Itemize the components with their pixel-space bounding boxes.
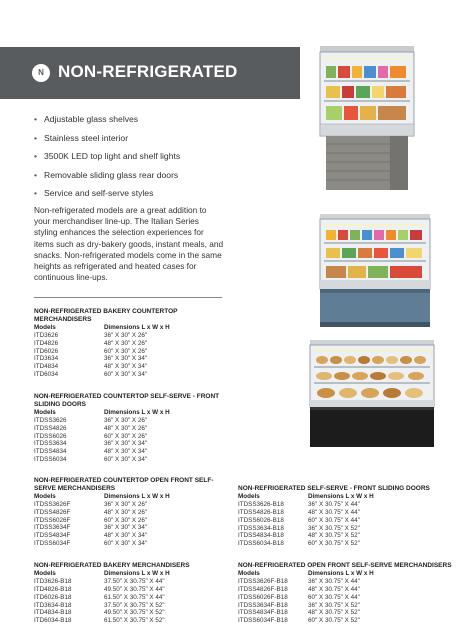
model-cell: ITDSS4834F-B18 <box>238 609 288 617</box>
table-row <box>238 594 468 602</box>
product-photo-wood-base-case <box>312 44 422 194</box>
table-row <box>34 425 234 433</box>
model-cell: ITDSS3634F-B18 <box>238 601 288 609</box>
column-header-dimensions: Dimensions L x W x H <box>104 569 170 577</box>
spec-table-bakery-merchandisers <box>34 562 234 625</box>
dimensions-cell: 36" X 30" X 26" <box>104 331 148 339</box>
table-row <box>238 602 468 610</box>
column-header-dimensions: Dimensions L x W x H <box>308 492 374 500</box>
feature-list <box>34 114 180 207</box>
model-cell: ITD4826 <box>34 339 59 347</box>
feature-item: • Adjustable glass shelves <box>34 114 180 133</box>
description-paragraph: Non-refrigerated models are a great addition to your merchandiser line-up. The Italian Series styling enhances the selection experiences for items such as dry-bakery goods, instant meals, and snacks. Non-refrigerated models come in the same heights as refrigerated and heated cases for continuous line-ups. <box>34 205 224 283</box>
model-cell: ITDSS6034 <box>34 456 67 464</box>
dimensions-cell: 36" X 30" X 26" <box>104 500 148 508</box>
column-header-models: Models <box>34 492 56 500</box>
model-cell: ITDSS4834 <box>34 448 67 456</box>
column-header-dimensions: Dimensions L x W x H <box>104 492 170 500</box>
table-title: NON-REFRIGERATED BAKERY MERCHANDISERS <box>34 562 190 569</box>
dimensions-cell: 48" X 30" X 26" <box>104 339 148 347</box>
dimensions-cell: 61.50" X 30.75" X 52" <box>104 617 165 625</box>
dimensions-cell: 48" X 30.75" X 52" <box>308 532 360 540</box>
dimensions-cell: 48" X 30" X 34" <box>104 363 148 371</box>
product-photo-black-base-case <box>306 338 438 450</box>
model-cell: ITDSS3634-B18 <box>238 524 284 532</box>
table-row <box>238 509 458 517</box>
dimensions-cell: 48" X 30.75" X 44" <box>308 508 360 516</box>
dimensions-cell: 60" X 30" X 34" <box>104 371 148 379</box>
model-cell: ITD6034 <box>34 371 59 379</box>
model-cell: ITDSS6026 <box>34 432 67 440</box>
model-cell: ITD3634 <box>34 355 59 363</box>
dimensions-cell: 60" X 30" X 34" <box>104 540 148 548</box>
dimensions-cell: 60" X 30" X 26" <box>104 516 148 524</box>
model-cell: ITDSS4826F <box>34 508 71 516</box>
dimensions-cell: 36" X 30" X 34" <box>104 440 148 448</box>
model-cell: ITDSS3634F <box>34 524 71 532</box>
table-row <box>34 540 234 548</box>
table-row <box>238 578 468 586</box>
dimensions-cell: 48" X 30" X 26" <box>104 508 148 516</box>
table-title: NON-REFRIGERATED COUNTERTOP SELF-SERVE - FRONT SLIDING DOORS <box>34 393 220 408</box>
table-row <box>238 532 458 540</box>
column-header-models: Models <box>238 492 260 500</box>
dimensions-cell: 36" X 30.75" X 44" <box>308 577 360 585</box>
dimensions-cell: 36" X 30" X 26" <box>104 416 148 424</box>
model-cell: ITD3626 <box>34 331 59 339</box>
dimensions-cell: 60" X 30.75" X 44" <box>308 516 360 524</box>
model-cell: ITD4826-B18 <box>34 585 72 593</box>
model-cell: ITDSS4826-B18 <box>238 508 284 516</box>
column-header-dimensions: Dimensions L x W x H <box>308 569 374 577</box>
model-cell: ITDSS6034F-B18 <box>238 617 288 625</box>
model-cell: ITD3634-B18 <box>34 601 72 609</box>
model-cell: ITDSS3626F <box>34 500 71 508</box>
dimensions-cell: 48" X 30" X 34" <box>104 448 148 456</box>
model-cell: ITD6034-B18 <box>34 617 72 625</box>
dimensions-cell: 49.50" X 30.75" X 44" <box>104 585 165 593</box>
model-cell: ITD6026-B18 <box>34 593 72 601</box>
table-row <box>34 602 234 610</box>
model-cell: ITDSS6026-B18 <box>238 516 284 524</box>
column-header-models: Models <box>238 569 260 577</box>
dimensions-cell: 61.50" X 30.75" X 44" <box>104 593 165 601</box>
spec-table-countertop-open-front <box>34 477 234 548</box>
table-row <box>34 578 234 586</box>
spec-table-self-serve-sliding-doors <box>238 485 458 548</box>
table-row <box>238 540 458 548</box>
dimensions-cell: 36" X 30" X 34" <box>104 355 148 363</box>
table-row <box>34 524 234 532</box>
model-cell: ITDSS6034F <box>34 540 71 548</box>
divider <box>34 297 222 298</box>
section-badge: N <box>32 64 50 82</box>
table-header <box>34 324 234 332</box>
dimensions-cell: 48" X 30.75" X 52" <box>308 609 360 617</box>
dimensions-cell: 48" X 30" X 34" <box>104 532 148 540</box>
model-cell: ITDSS6026F <box>34 516 71 524</box>
dimensions-cell: 36" X 30.75" X 44" <box>308 500 360 508</box>
feature-item: • Removable sliding glass rear doors <box>34 170 180 189</box>
table-row <box>238 517 458 525</box>
section-title: NON-REFRIGERATED <box>58 62 238 81</box>
table-row <box>34 617 234 625</box>
table-row <box>34 433 234 441</box>
spec-table-bakery-countertop <box>34 308 234 379</box>
model-cell: ITDSS3626-B18 <box>238 500 284 508</box>
dimensions-cell: 60" X 30.75" X 52" <box>308 617 360 625</box>
column-header-dimensions: Dimensions L x W x H <box>104 408 170 416</box>
table-row <box>34 440 234 448</box>
table-header <box>34 570 234 578</box>
table-row <box>34 332 234 340</box>
table-row <box>34 340 234 348</box>
feature-item: • Service and self-serve styles <box>34 188 180 207</box>
dimensions-cell: 48" X 30" X 26" <box>104 424 148 432</box>
table-row <box>238 501 458 509</box>
dimensions-cell: 37.50" X 30.75" X 44" <box>104 577 165 585</box>
table-row <box>238 525 458 533</box>
table-title: NON-REFRIGERATED COUNTERTOP OPEN FRONT SELF-SERVE MERCHANDISERS <box>34 477 214 492</box>
dimensions-cell: 60" X 30.75" X 52" <box>308 540 360 548</box>
table-row <box>34 517 234 525</box>
dimensions-cell: 36" X 30.75" X 52" <box>308 601 360 609</box>
table-row <box>34 417 234 425</box>
dimensions-cell: 36" X 30.75" X 52" <box>308 524 360 532</box>
product-photo-blue-base-case <box>316 212 434 332</box>
table-title: NON-REFRIGERATED BAKERY COUNTERTOP MERCHANDISERS <box>34 308 178 323</box>
table-row <box>34 586 234 594</box>
table-row <box>34 594 234 602</box>
model-cell: ITDSS6026F-B18 <box>238 593 288 601</box>
model-cell: ITD3626-B18 <box>34 577 72 585</box>
table-row <box>34 363 234 371</box>
table-row <box>34 509 234 517</box>
dimensions-cell: 60" X 30" X 26" <box>104 347 148 355</box>
feature-item: • 3500K LED top light and shelf lights <box>34 151 180 170</box>
model-cell: ITDSS3634 <box>34 440 67 448</box>
model-cell: ITDSS3626 <box>34 416 67 424</box>
feature-item: • Stainless steel interior <box>34 133 180 152</box>
spec-table-open-front-self-serve <box>238 562 468 625</box>
dimensions-cell: 49.50" X 30.75" X 52" <box>104 609 165 617</box>
model-cell: ITDSS4826F-B18 <box>238 585 288 593</box>
column-header-models: Models <box>34 323 56 331</box>
dimensions-cell: 37.50" X 30.75" X 52" <box>104 601 165 609</box>
table-row <box>34 501 234 509</box>
model-cell: ITDSS6034-B18 <box>238 540 284 548</box>
table-row <box>34 456 234 464</box>
table-row <box>34 348 234 356</box>
model-cell: ITDSS4826 <box>34 424 67 432</box>
dimensions-cell: 36" X 30" X 34" <box>104 524 148 532</box>
model-cell: ITDSS4834-B18 <box>238 532 284 540</box>
table-row <box>238 609 468 617</box>
table-header <box>34 493 234 501</box>
table-row <box>34 371 234 379</box>
dimensions-cell: 60" X 30.75" X 44" <box>308 593 360 601</box>
dimensions-cell: 60" X 30" X 34" <box>104 456 148 464</box>
table-row <box>34 355 234 363</box>
model-cell: ITD4834-B18 <box>34 609 72 617</box>
spec-table-countertop-self-serve <box>34 393 234 464</box>
table-title: NON-REFRIGERATED SELF-SERVE - FRONT SLIDING DOORS <box>238 485 430 492</box>
table-row <box>34 609 234 617</box>
dimensions-cell: 48" X 30.75" X 44" <box>308 585 360 593</box>
model-cell: ITDSS3626F-B18 <box>238 577 288 585</box>
table-row <box>34 448 234 456</box>
table-row <box>238 586 468 594</box>
model-cell: ITD4834 <box>34 363 59 371</box>
column-header-dimensions: Dimensions L x W x H <box>104 323 170 331</box>
table-header <box>34 409 234 417</box>
column-header-models: Models <box>34 569 56 577</box>
model-cell: ITD6026 <box>34 347 59 355</box>
column-header-models: Models <box>34 408 56 416</box>
table-header <box>238 570 468 578</box>
dimensions-cell: 60" X 30" X 26" <box>104 432 148 440</box>
table-title: NON-REFRIGERATED OPEN FRONT SELF-SERVE MERCHANDISERS <box>238 562 452 569</box>
model-cell: ITDSS4834F <box>34 532 71 540</box>
table-row <box>238 617 468 625</box>
table-row <box>34 532 234 540</box>
table-header <box>238 493 458 501</box>
